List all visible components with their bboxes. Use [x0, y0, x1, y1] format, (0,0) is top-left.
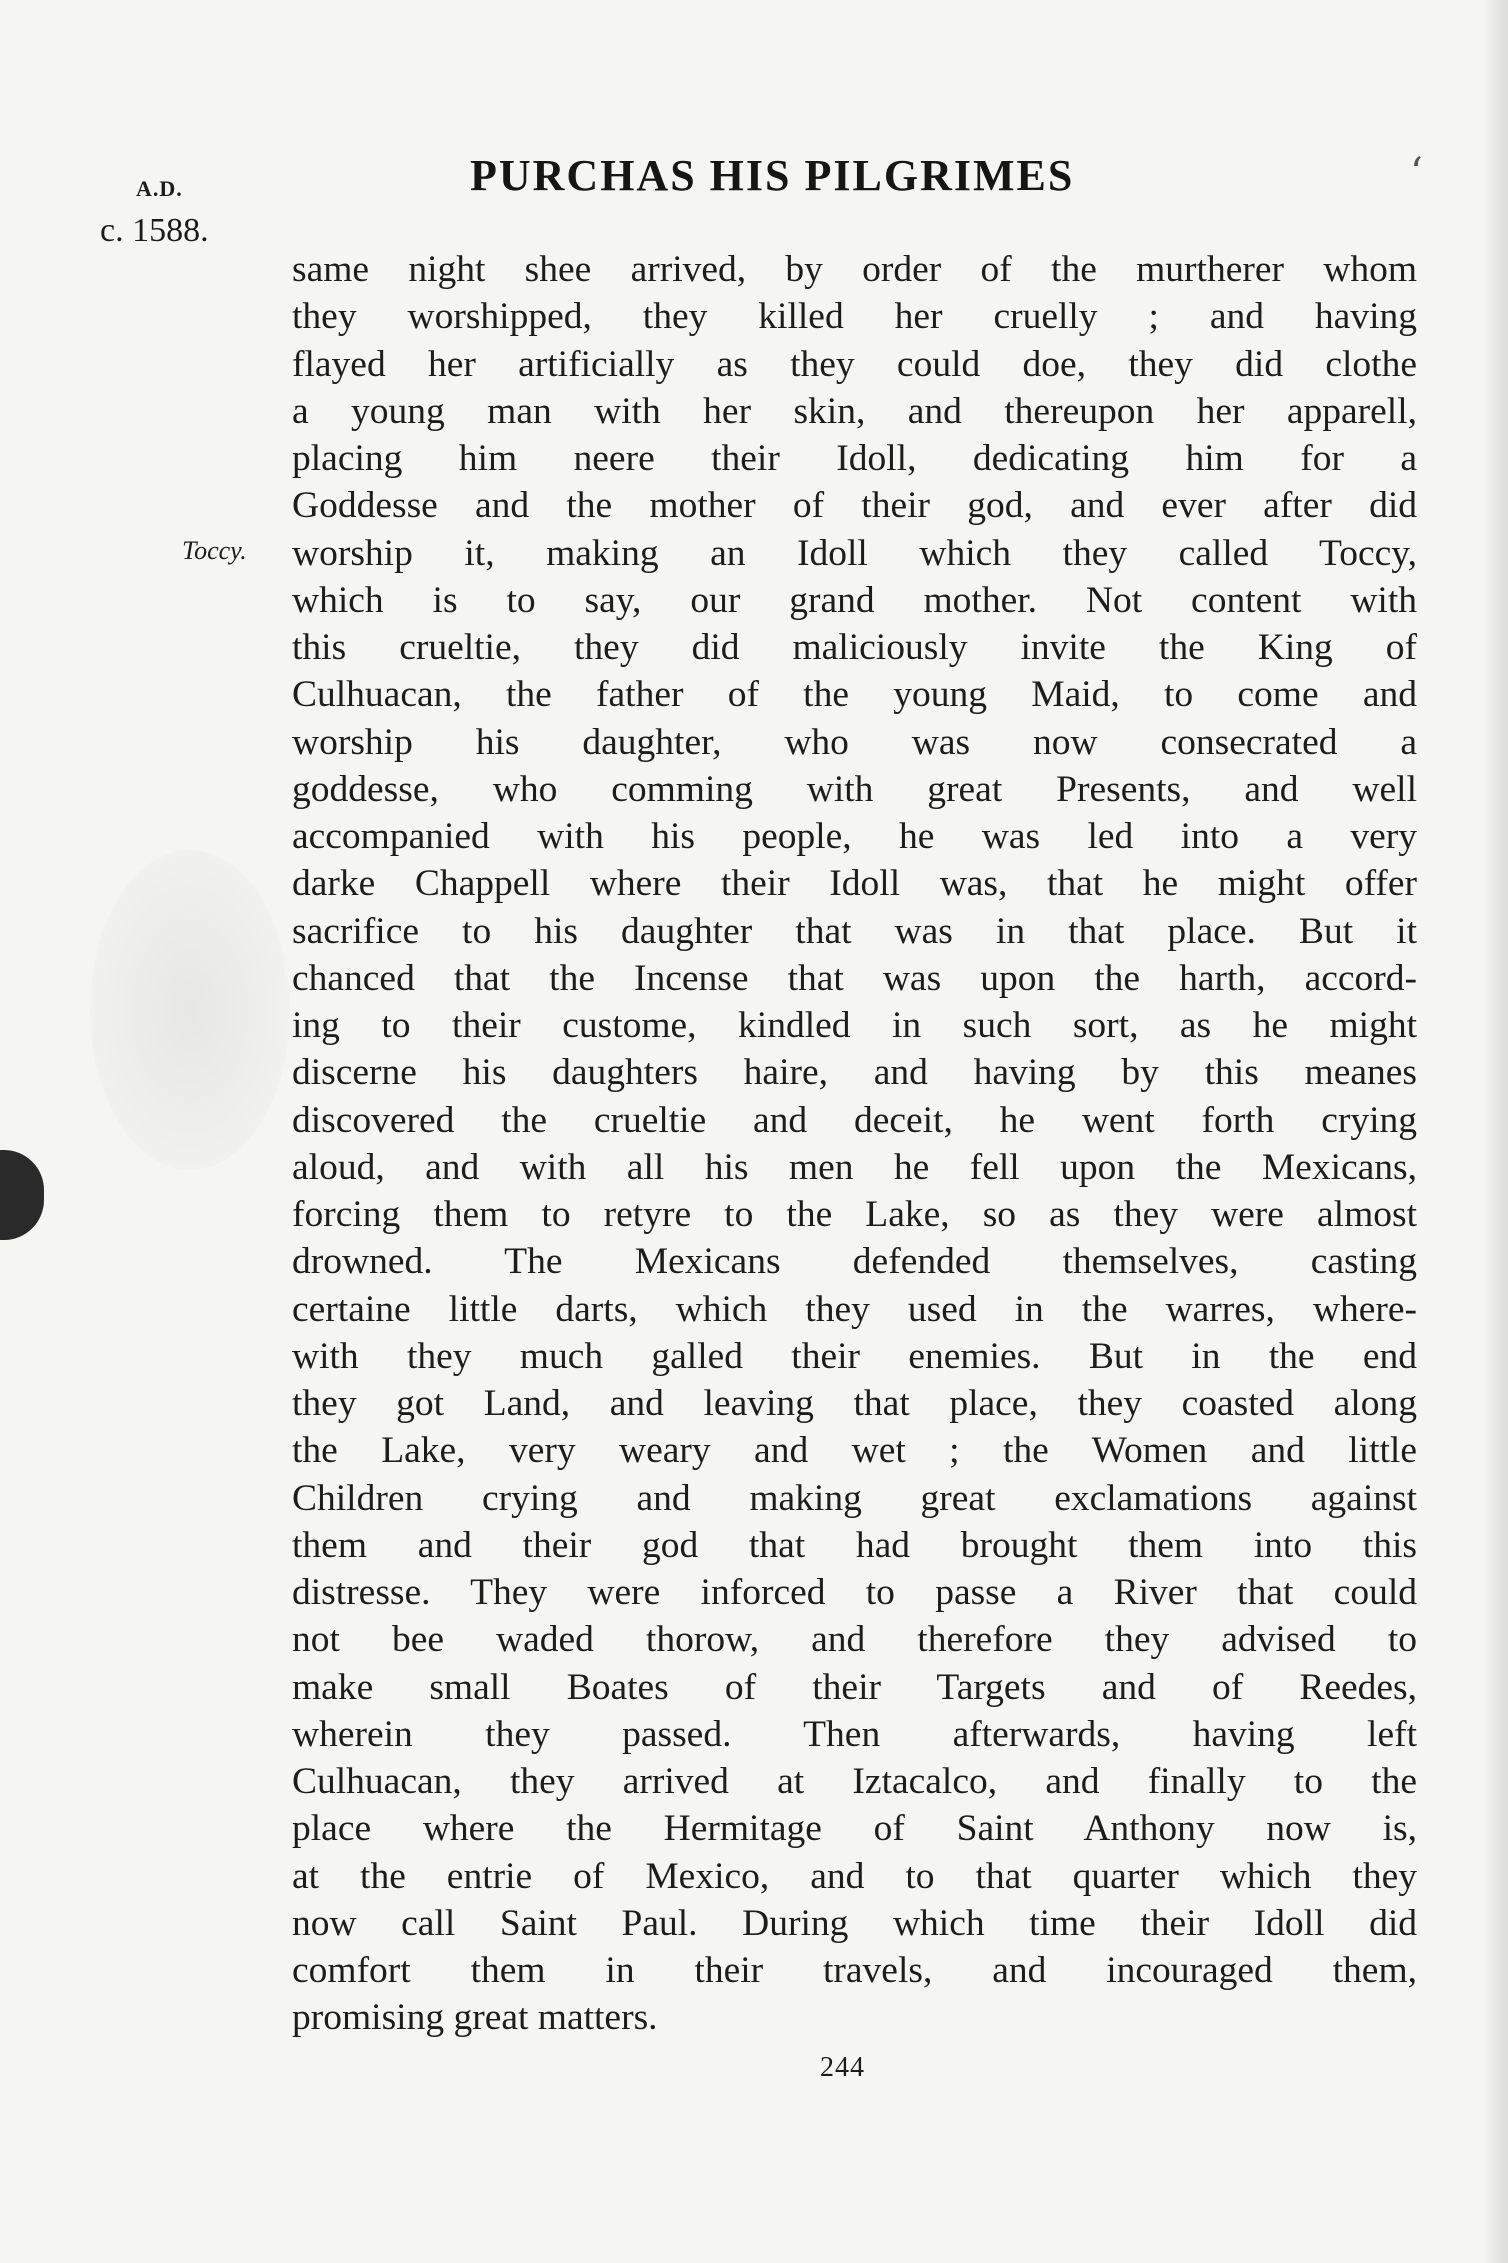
thumb-blot — [0, 1150, 44, 1240]
text-line: at the entrie of Mexico, and to that quarter which they — [292, 1855, 1417, 1897]
text-line: Culhuacan, they arrived at Iztacalco, and finally to the — [292, 1761, 1417, 1802]
text-line: placing him neere their Idoll, dedicating him for a — [292, 438, 1417, 479]
page-edge-shadow — [1482, 0, 1508, 2263]
text-line: they got Land, and leaving that place, they coasted along — [292, 1383, 1417, 1424]
text-line: not bee waded thorow, and therefore they advised to — [292, 1619, 1417, 1661]
text-line: the Lake, very weary and wet ; the Women and little — [292, 1430, 1417, 1472]
text-line: this crueltie, they did maliciously invite the King of — [292, 627, 1417, 668]
text-line: forcing them to retyre to the Lake, so as they were almost — [292, 1194, 1417, 1235]
running-title: PURCHAS HIS PILGRIMES — [470, 151, 1075, 200]
text-line: promising great matters. — [292, 1997, 658, 2039]
running-header — [0, 150, 1508, 210]
margin-note: Toccy. — [182, 536, 247, 565]
text-line: Culhuacan, the father of the young Maid, to come and — [292, 674, 1417, 716]
text-line: drowned. The Mexicans defended themselves, casting — [292, 1241, 1417, 1283]
text-line: with they much galled their enemies. But in the end — [292, 1335, 1417, 1377]
text-line: wherein they passed. Then afterwards, having left — [292, 1713, 1417, 1755]
text-line: discerne his daughters haire, and having by this meanes — [292, 1052, 1417, 1094]
text-line: chanced that the Incense that was upon the harth, accord- — [292, 957, 1417, 999]
text-line: now call Saint Paul. During which time their Idoll did — [292, 1902, 1417, 1944]
text-line: comfort them in their travels, and incouraged them, — [292, 1950, 1417, 1991]
text-line: Children crying and making great exclamations against — [292, 1477, 1417, 1519]
text-line: them and their god that had brought them into this — [292, 1524, 1417, 1566]
text-line: flayed her artificially as they could doe, they did clothe — [292, 343, 1417, 385]
text-line: worship it, making an Idoll which they called Toccy, — [292, 532, 1417, 574]
page-number: 244 — [820, 2052, 865, 2083]
text-line: sacrifice to his daughter that was in that place. But it — [292, 910, 1417, 952]
text-line: worship his daughter, who was now consecrated a — [292, 721, 1417, 763]
text-line: which is to say, our grand mother. Not content with — [292, 579, 1417, 621]
text-line: a young man with her skin, and thereupon her apparell, — [292, 390, 1417, 432]
year-label: c. 1588. — [100, 212, 209, 249]
text-line: Goddesse and the mother of their god, and ever after did — [292, 485, 1417, 527]
text-line: discovered the crueltie and deceit, he went forth crying — [292, 1099, 1417, 1141]
ad-label: A.D. — [136, 176, 183, 201]
text-line: darke Chappell where their Idoll was, that he might offer — [292, 863, 1417, 905]
text-line: aloud, and with all his men he fell upon the Mexicans, — [292, 1146, 1417, 1188]
text-line: accompanied with his people, he was led into a very — [292, 816, 1417, 857]
corner-mark: ‘ — [1410, 150, 1423, 196]
text-line: make small Boates of their Targets and of Reedes, — [292, 1666, 1417, 1708]
text-line: certaine little darts, which they used in the warres, where- — [292, 1288, 1417, 1330]
text-line: ing to their custome, kindled in such sort, as he might — [292, 1005, 1417, 1046]
text-line: goddesse, who comming with great Presents, and well — [292, 768, 1417, 810]
text-line: same night shee arrived, by order of the murtherer whom — [292, 249, 1417, 290]
text-line: distresse. They were inforced to passe a River that could — [292, 1572, 1417, 1613]
text-line: they worshipped, they killed her cruelly ; and having — [292, 296, 1417, 338]
text-line: place where the Hermitage of Saint Anthony now is, — [292, 1808, 1417, 1850]
body-text — [292, 246, 1417, 2042]
page-smudge — [90, 850, 290, 1170]
